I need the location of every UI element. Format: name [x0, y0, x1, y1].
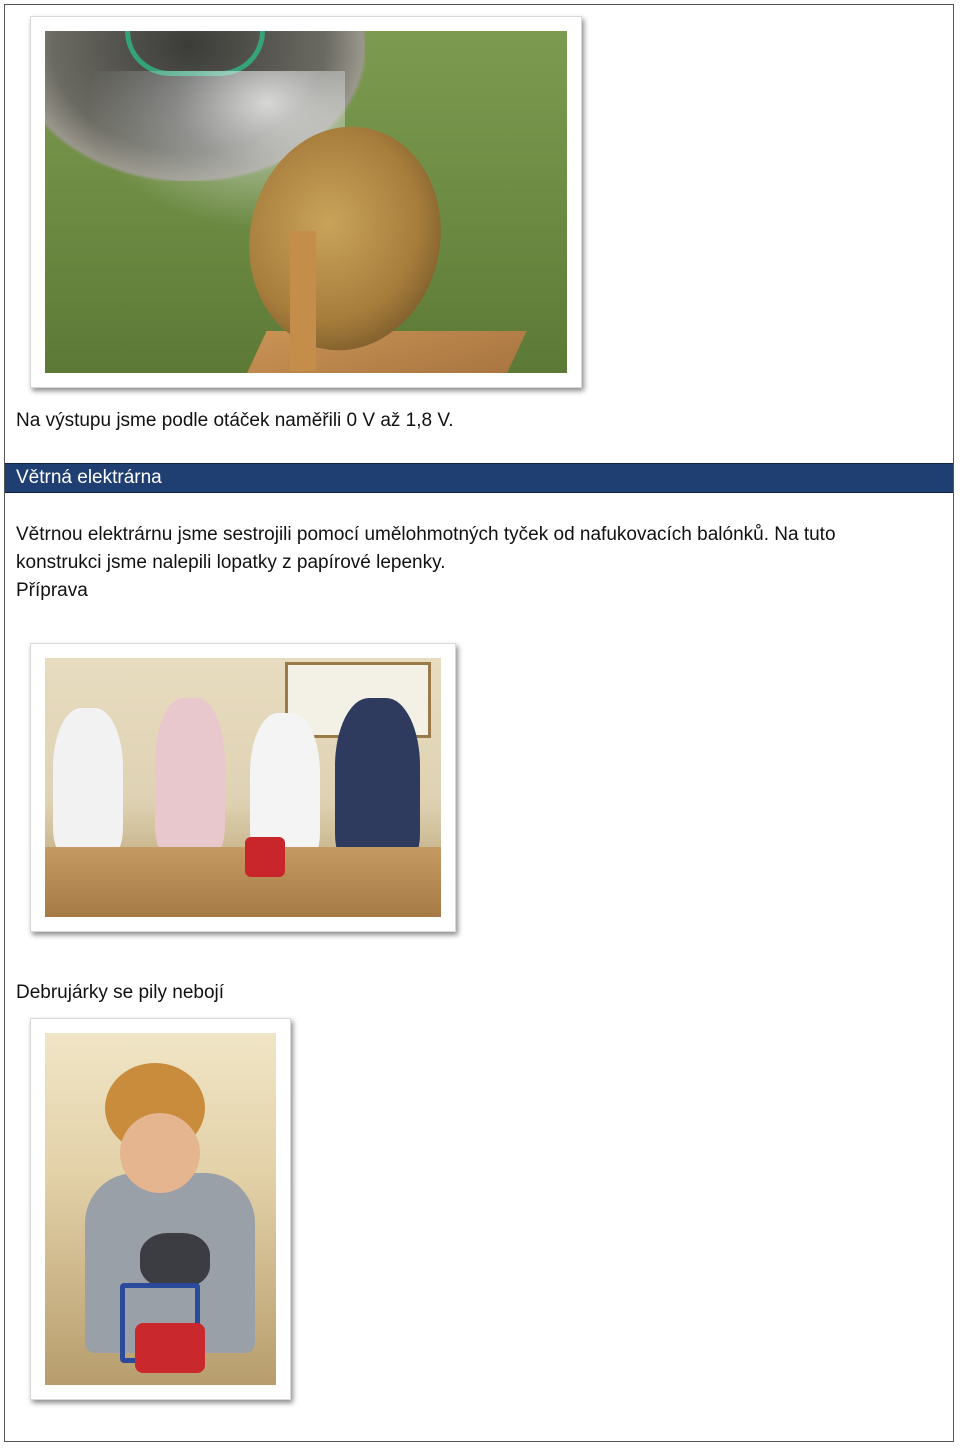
section-heading-bar: [5, 463, 953, 493]
section-title: Větrná elektrárna: [16, 467, 162, 488]
wind-plant-description: [16, 521, 944, 577]
caption-output-voltage: Na výstupu jsme podle otáček naměřili 0 V až 1,8 V.: [16, 410, 454, 431]
photo-water-wheel: [45, 31, 567, 373]
photo-water-wheel-frame: [30, 16, 582, 388]
photo-classroom: [45, 658, 441, 917]
paragraph-line-1: Větrnou elektrárnu jsme sestrojili pomocí umělohmotných tyček od nafukovacích balónků. Na tuto: [16, 524, 836, 545]
photo-girl-sawing: [45, 1033, 276, 1385]
photo-girl-sawing-frame: [30, 1018, 291, 1400]
paragraph-line-2: konstrukci jsme nalepili lopatky z papírové lepenky.: [16, 552, 446, 573]
caption-preparation: Příprava: [16, 580, 88, 601]
photo-classroom-frame: [30, 643, 456, 932]
caption-girls-saw: Debrujárky se pily nebojí: [16, 982, 225, 1003]
